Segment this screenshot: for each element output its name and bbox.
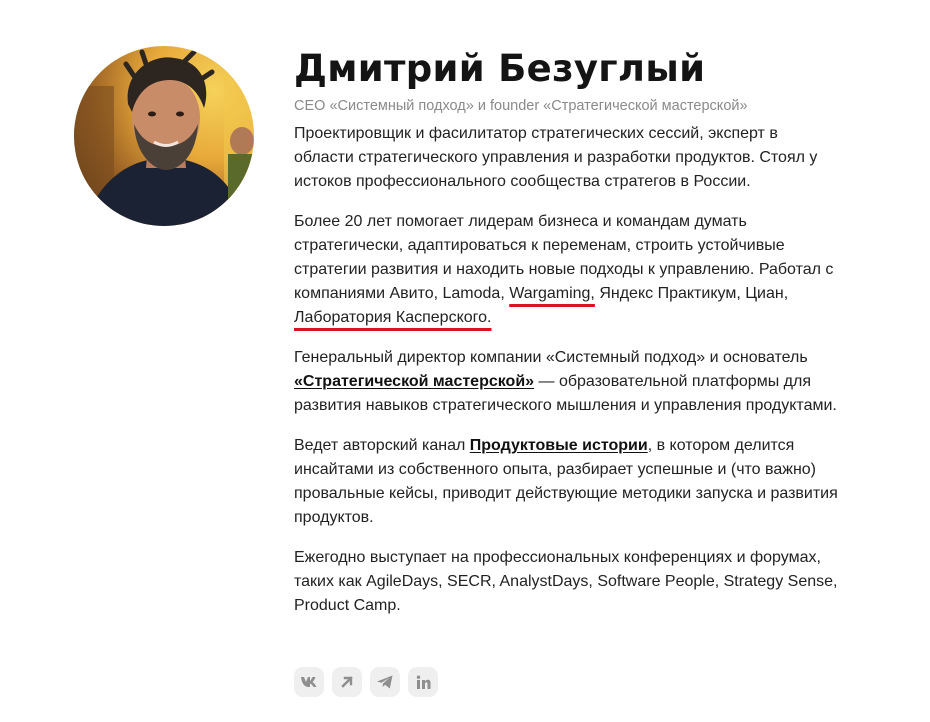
avatar: [74, 46, 254, 226]
telegram-icon: [376, 674, 394, 690]
highlight-wargaming: Wargaming,: [509, 285, 595, 302]
profile-subtitle: CEO «Системный подход» и founder «Стратегической мастерской»: [294, 98, 748, 114]
strategic-workshop-link[interactable]: «Стратегической мастерской»: [294, 373, 535, 390]
vk-icon: [300, 676, 318, 688]
product-stories-link[interactable]: Продуктовые истории: [469, 437, 648, 454]
highlight-kaspersky: Лаборатория Касперского.: [294, 309, 492, 326]
linkedin-icon: [416, 675, 431, 690]
bio-paragraph-4-before: Ведет авторский канал: [294, 437, 470, 454]
bio-paragraph-1: Проектировщик и фасилитатор стратегических сессий, эксперт в области стратегического управления и разработки продуктов. Стоял у истоков профессионального сообщества стратегов в России.: [294, 125, 818, 190]
bio-paragraph-2-text: Более 20 лет помогает лидерам бизнеса и командам думать стратегически, адаптироваться к переменам, строить устойчивые стратегии развития и находить новые подходы к управлению. Работал с компаниями Авито, Lamoda,: [294, 213, 834, 302]
profile-name: Дмитрий Безуглый: [294, 47, 706, 90]
external-link-button[interactable]: [332, 667, 362, 697]
portrait-image: [74, 46, 254, 226]
vk-button[interactable]: [294, 667, 324, 697]
bio-paragraph-4-after: , в котором делится инсайтами из собственного опыта, разбирает успешные и (что важно) провальные кейсы, приводит действующие методики запуска и развития продуктов.: [294, 437, 838, 526]
arrow-link-icon: [340, 675, 354, 689]
bio-paragraph-3-before: Генеральный директор компании «Системный подход» и основатель: [294, 349, 808, 366]
bio-paragraph-5: Ежегодно выступает на профессиональных конференциях и форумах, таких как AgileDays, SECR, AnalystDays, Software People, Strategy Sense, Product Camp.: [294, 549, 838, 614]
telegram-button[interactable]: [370, 667, 400, 697]
social-links: [294, 667, 438, 697]
bio: [294, 122, 839, 618]
bio-paragraph-2: [294, 210, 839, 330]
bio-paragraph-3: [294, 346, 839, 418]
bio-paragraph-4: [294, 434, 839, 530]
bio-paragraph-3-after: — образовательной платформы для развития навыков стратегического мышления и управления продуктами.: [294, 373, 837, 414]
bio-paragraph-2-mid: Яндекс Практикум, Циан,: [594, 285, 789, 302]
profile-content: [294, 46, 839, 634]
linkedin-button[interactable]: [408, 667, 438, 697]
